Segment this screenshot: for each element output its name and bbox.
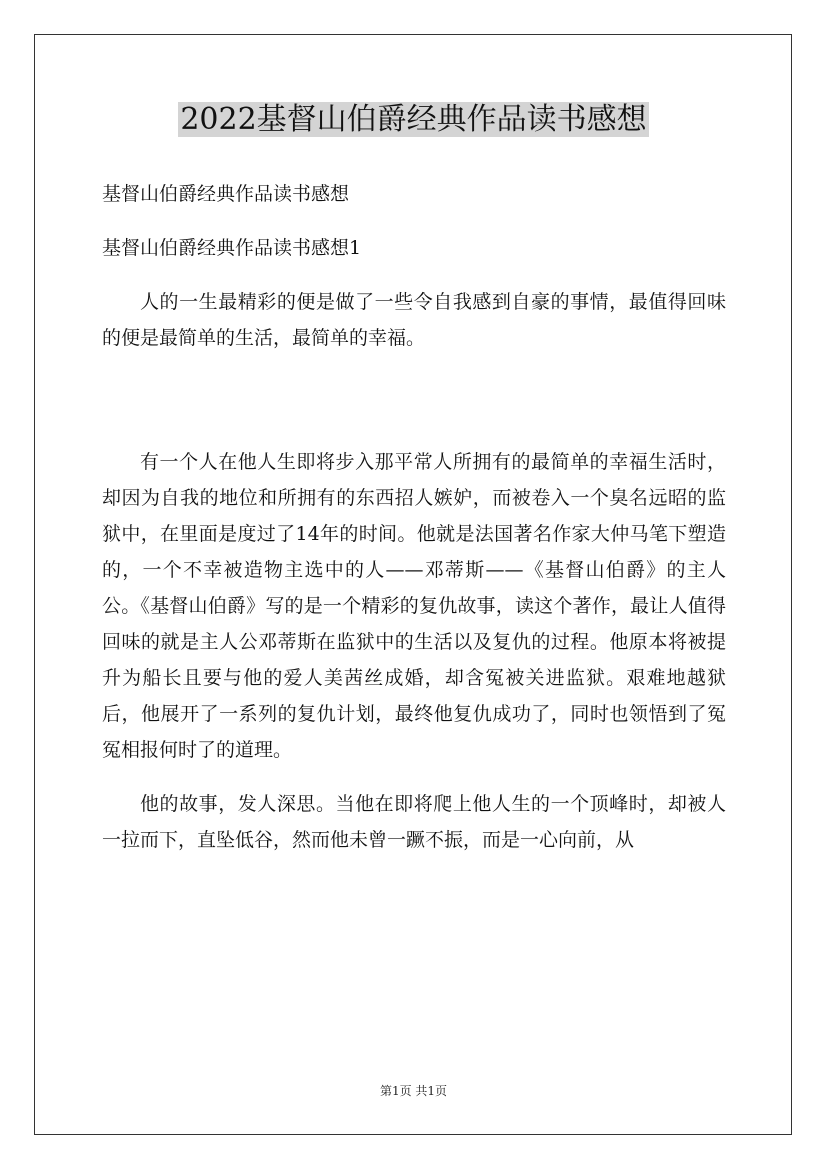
paragraph-gap xyxy=(102,374,726,444)
document-subtitle: 基督山伯爵经典作品读书感想 xyxy=(102,183,350,205)
section-heading: 基督山伯爵经典作品读书感想1 xyxy=(102,237,362,259)
page-footer: 第1页 共1页 xyxy=(379,1084,448,1098)
paragraph-3: 他的故事，发人深思。当他在即将爬上他人生的一个顶峰时，却被人一拉而下，直坠低谷，然而他未曾一蹶不振，而是一心向前，从 xyxy=(102,793,726,851)
paragraph-2: 有一个人在他人生即将步入那平常人所拥有的最简单的幸福生活时，却因为自我的地位和所拥有的东西招人嫉妒，而被卷入一个臭名远昭的监狱中，在里面是度过了14年的时间。他就是法国著名作家大仲马笔下塑造的，一个不幸被造物主选中的人——邓蒂斯——《基督山伯爵》的主人公。《基督山伯爵》写的是一个精彩的复仇故事，读这个著作，最让人值得回味的就是主人公邓蒂斯在监狱中的生活以及复仇的过程。他原本将被提升为船长且要与他的爱人美茜丝成婚，却含冤被关进监狱。艰难地越狱后，他展开了一系列的复仇计划，最终他复仇成功了，同时也领悟到了冤冤相报何时了的道理。 xyxy=(102,451,726,761)
document-title xyxy=(0,100,827,140)
paragraph-1: 人的一生最精彩的便是做了一些令自我感到自豪的事情，最值得回味的便是最简单的生活，最简单的幸福。 xyxy=(102,291,726,349)
document-body xyxy=(102,176,726,876)
document-title-text: 2022基督山伯爵经典作品读书感想 xyxy=(180,102,647,137)
